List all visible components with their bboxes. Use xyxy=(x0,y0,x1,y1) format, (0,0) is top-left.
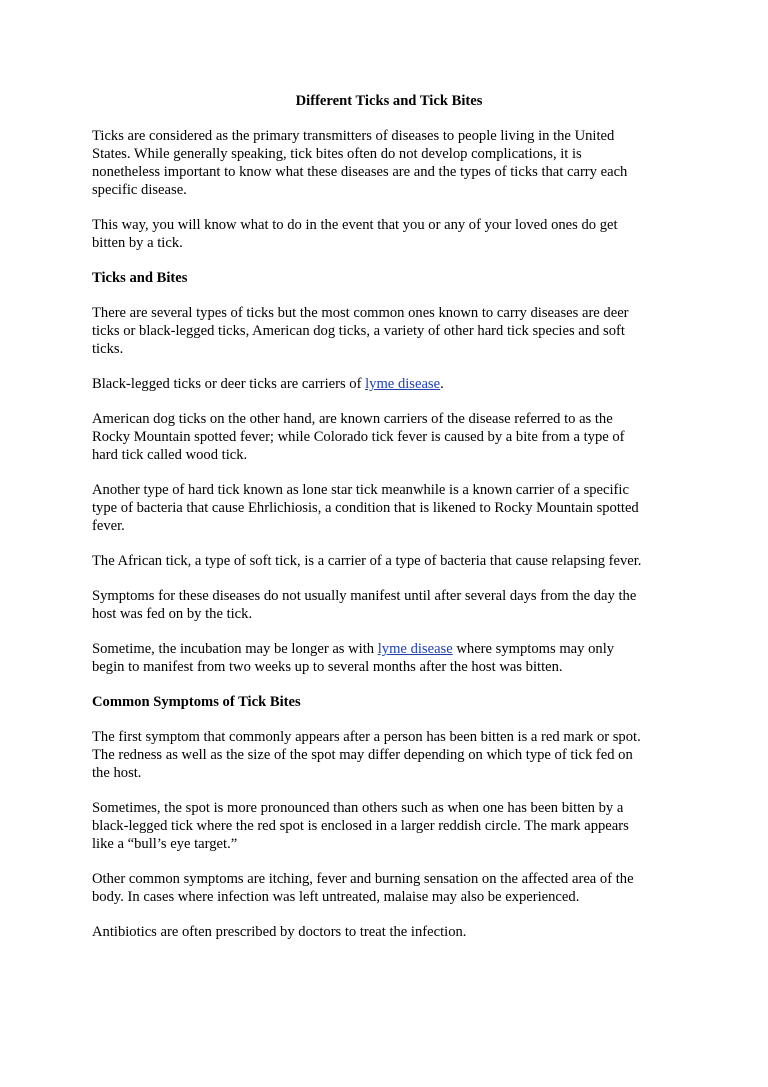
paragraph-antibiotics xyxy=(92,923,686,941)
text-line: specific disease. xyxy=(92,182,187,198)
text-line: ticks or black-legged ticks, American dog ticks, a variety of other hard tick species and soft xyxy=(92,323,625,339)
text-line: The first symptom that commonly appears after a person has been bitten is a red mark or spot. xyxy=(92,729,641,745)
paragraph-american-dog xyxy=(92,410,686,464)
lyme-disease-link[interactable]: lyme disease xyxy=(365,376,441,392)
text-line: Symptoms for these diseases do not usually manifest until after several days from the day the xyxy=(92,588,637,604)
text-line: States. While generally speaking, tick bites often do not develop complications, it is xyxy=(92,146,582,162)
text-line: Antibiotics are often prescribed by doctors to treat the infection. xyxy=(92,924,467,940)
document-page xyxy=(92,92,686,958)
text-line xyxy=(92,375,686,393)
paragraph-bulls-eye xyxy=(92,799,686,853)
text-line: There are several types of ticks but the most common ones known to carry diseases are deer xyxy=(92,305,629,321)
text-line: Rocky Mountain spotted fever; while Colorado tick fever is caused by a bite from a type of xyxy=(92,429,625,445)
text-line: The redness as well as the size of the spot may differ depending on which type of tick fed on xyxy=(92,747,633,763)
text-line: type of bacteria that cause Ehrlichiosis, a condition that is likened to Rocky Mountain spotted xyxy=(92,500,639,516)
paragraph-intro xyxy=(92,127,686,199)
text-segment: where symptoms may only xyxy=(452,641,615,657)
text-line: fever. xyxy=(92,518,125,534)
text-line: Another type of hard tick known as lone star tick meanwhile is a known carrier of a specific xyxy=(92,482,629,498)
text-line: ticks. xyxy=(92,341,124,357)
paragraph-black-legged xyxy=(92,375,686,393)
paragraph-incubation xyxy=(92,640,686,676)
section-heading-ticks-and-bites: Ticks and Bites xyxy=(92,270,188,286)
paragraph-african-tick xyxy=(92,552,686,570)
text-line: begin to manifest from two weeks up to several months after the host was bitten. xyxy=(92,659,563,675)
text-line: bitten by a tick. xyxy=(92,235,183,251)
document-title: Different Ticks and Tick Bites xyxy=(295,93,483,109)
text-line: Sometimes, the spot is more pronounced than others such as when one has been bitten by a xyxy=(92,800,624,816)
text-line: host was fed on by the tick. xyxy=(92,606,253,622)
text-line: like a “bull’s eye target.” xyxy=(92,836,238,852)
text-segment: Black-legged ticks or deer ticks are carriers of xyxy=(92,376,366,392)
paragraph-tick-types xyxy=(92,304,686,358)
lyme-disease-link[interactable]: lyme disease xyxy=(377,641,453,657)
paragraph-symptoms-manifest xyxy=(92,587,686,623)
text-segment: . xyxy=(440,376,444,392)
text-line: American dog ticks on the other hand, are known carriers of the disease referred to as the xyxy=(92,411,613,427)
text-line: nonetheless important to know what these diseases are and the types of ticks that carry each xyxy=(92,164,628,180)
section-heading-common-symptoms: Common Symptoms of Tick Bites xyxy=(92,694,301,710)
text-line: Ticks are considered as the primary transmitters of diseases to people living in the United xyxy=(92,128,615,144)
text-line: hard tick called wood tick. xyxy=(92,447,248,463)
paragraph-other-symptoms xyxy=(92,870,686,906)
text-line: the host. xyxy=(92,765,142,781)
text-line: The African tick, a type of soft tick, is a carrier of a type of bacteria that cause relapsing fever. xyxy=(92,553,642,569)
text-segment: Sometime, the incubation may be longer as with xyxy=(92,641,378,657)
text-line: This way, you will know what to do in the event that you or any of your loved ones do get xyxy=(92,217,618,233)
text-line: black-legged tick where the red spot is enclosed in a larger reddish circle. The mark appears xyxy=(92,818,629,834)
text-line: Other common symptoms are itching, fever and burning sensation on the affected area of the xyxy=(92,871,634,887)
text-line: body. In cases where infection was left untreated, malaise may also be experienced. xyxy=(92,889,580,905)
paragraph-first-symptom xyxy=(92,728,686,782)
text-line xyxy=(92,640,686,658)
paragraph-what-to-do xyxy=(92,216,686,252)
paragraph-lone-star xyxy=(92,481,686,535)
